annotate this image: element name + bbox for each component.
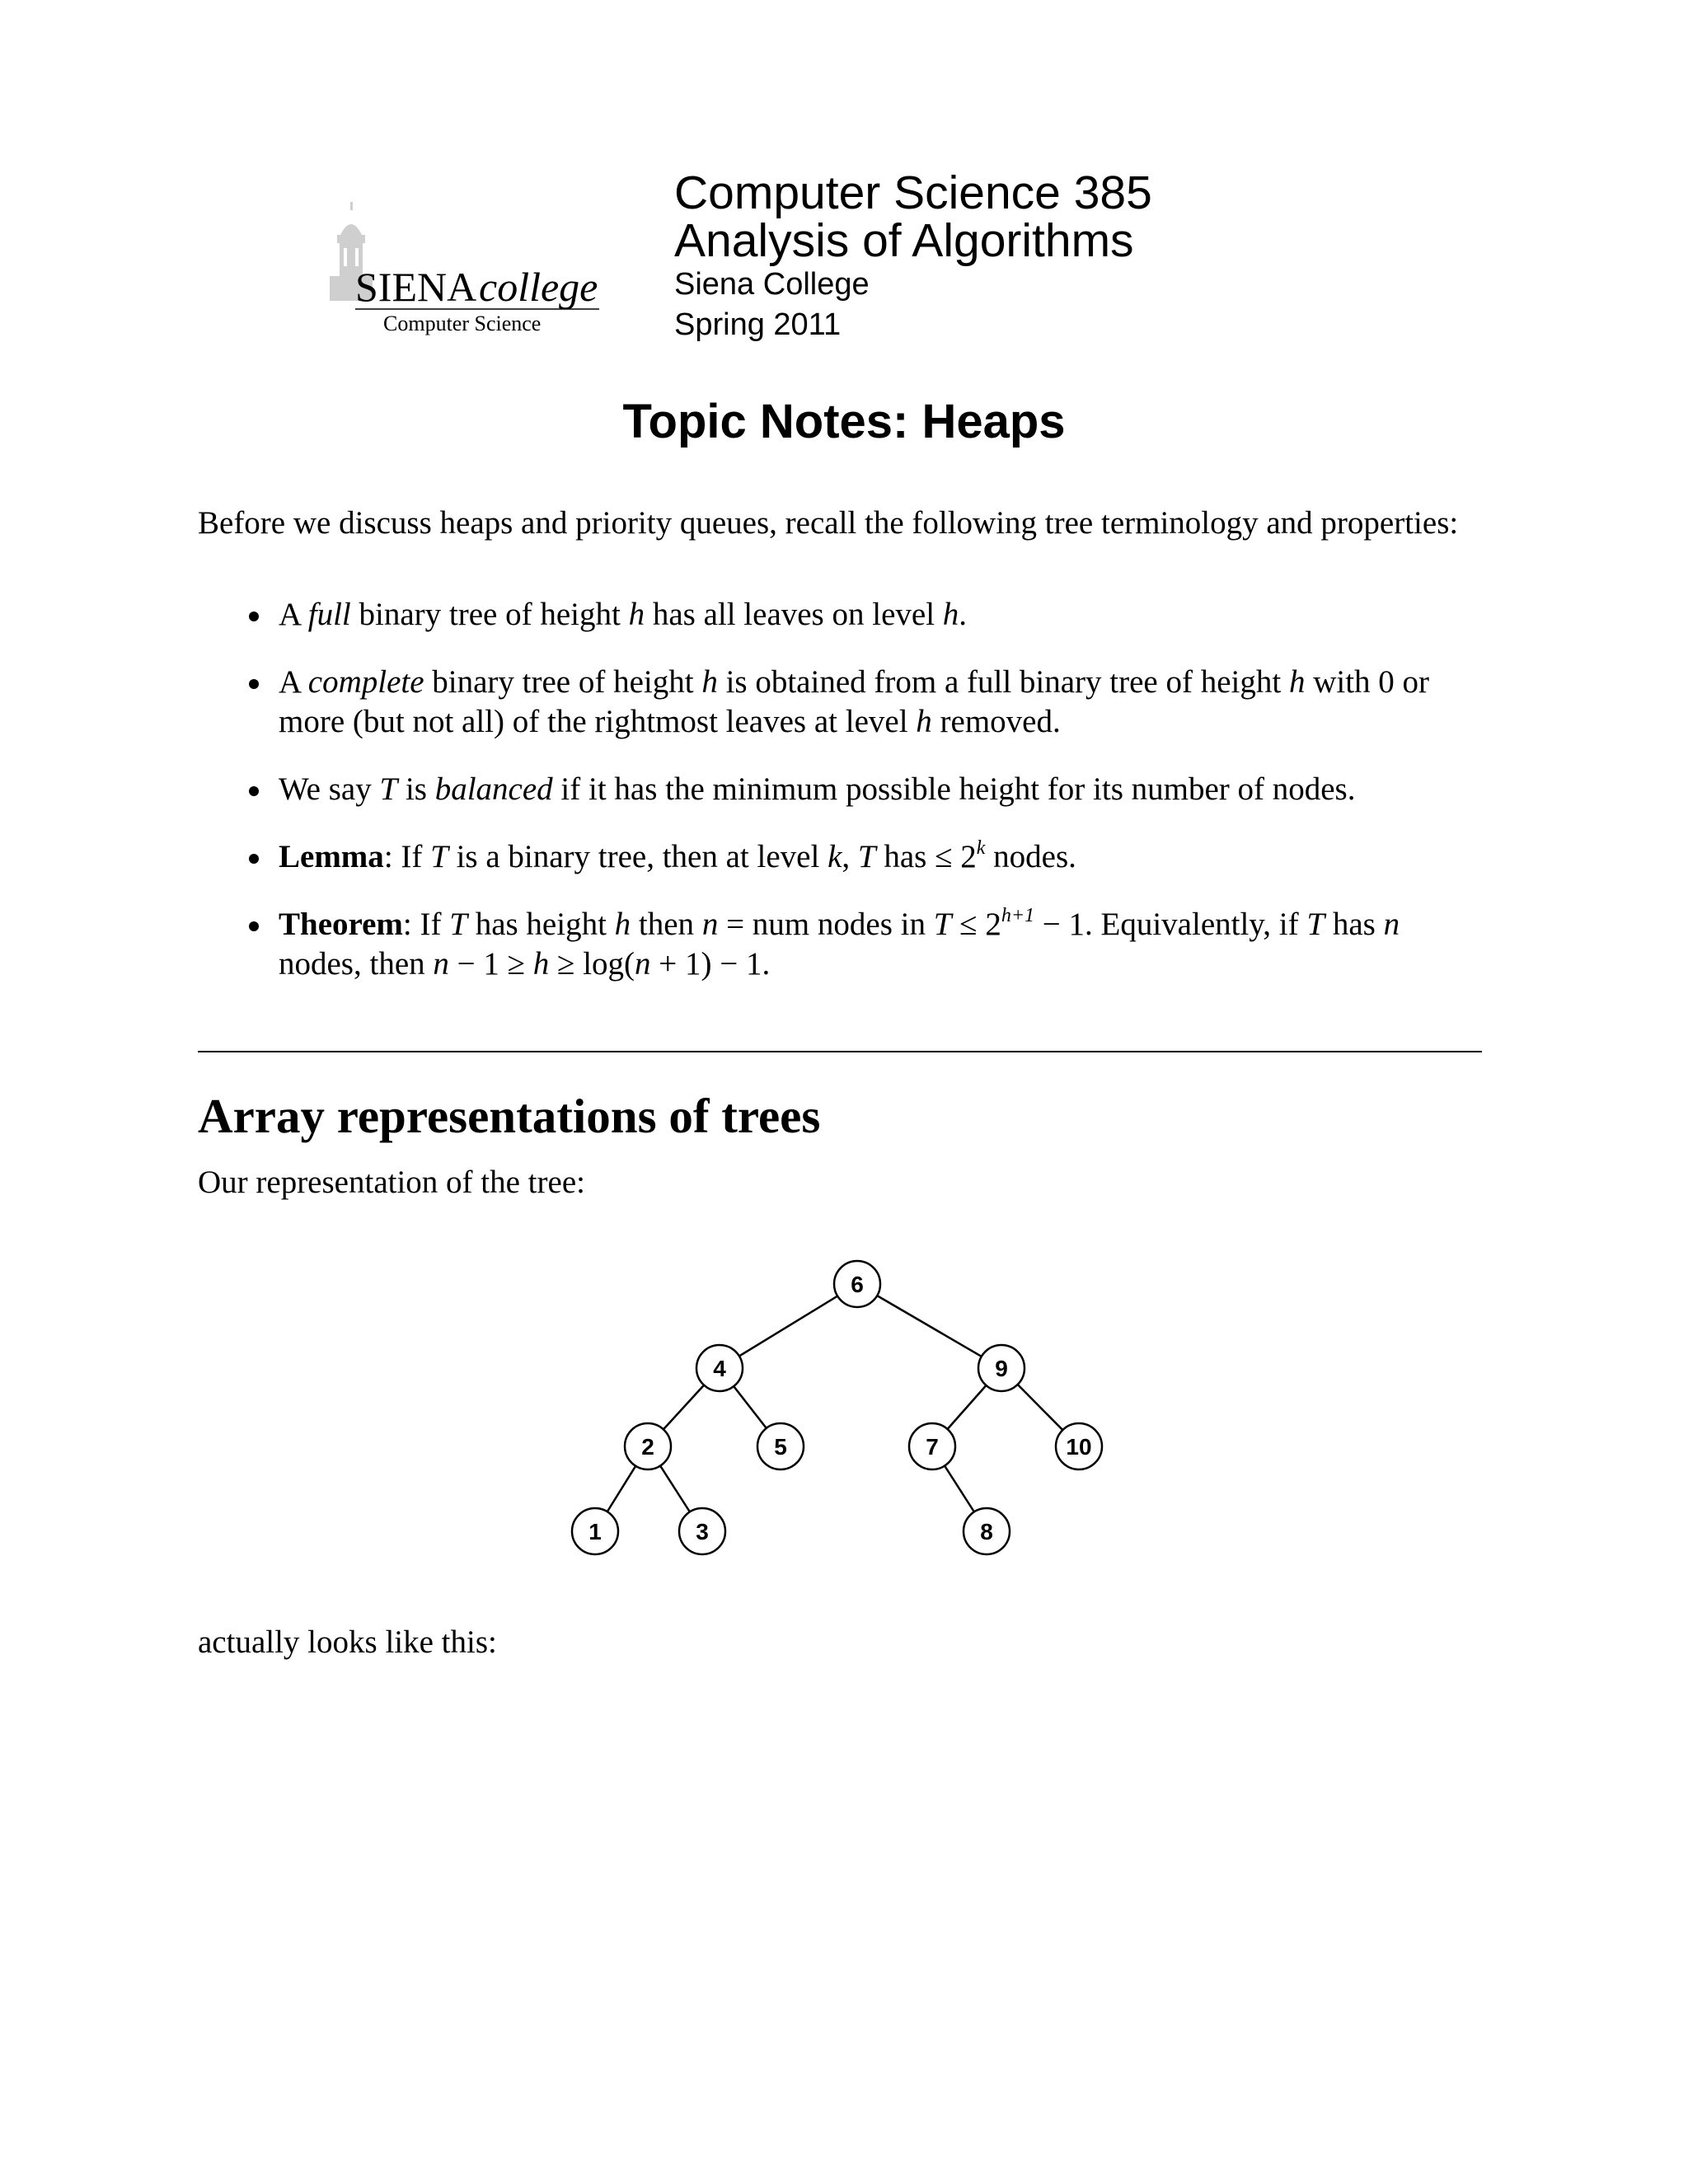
tree-node	[679, 1508, 725, 1554]
logo-name: SIENA	[355, 264, 477, 310]
tree-node	[625, 1423, 671, 1469]
logo-college: college	[479, 264, 598, 310]
list-item-theorem: Theorem: If T has height h then n = num nodes in $T \le 2^{h+1} - 1$. Equivalently, if T has n nodes, then n − 1 ≥ h ≥ log(n + 1) − 1.	[198, 905, 1484, 984]
tree-edges	[595, 1284, 1079, 1531]
page-title: Topic Notes: Heaps	[622, 395, 1066, 448]
list-item-complete: A complete binary tree of height h is obtained from a full binary tree of height h with 0 or more (but not all) of the rightmost leaves at level h removed.	[198, 663, 1484, 742]
logo-graphic	[326, 202, 606, 338]
semester: Spring 2011	[674, 307, 842, 342]
paragraph-tree-intro: Our representation of the tree:	[198, 1165, 585, 1200]
svg-text:10: 10	[1066, 1434, 1092, 1460]
logo-subtitle: Computer Science	[383, 312, 542, 335]
tree-node	[909, 1423, 955, 1469]
tree-node	[696, 1345, 743, 1391]
svg-text:5: 5	[774, 1434, 787, 1460]
tree-node	[834, 1261, 880, 1307]
svg-text:2: 2	[641, 1434, 654, 1460]
course-header	[674, 166, 1152, 345]
section-title: Array representations of trees	[198, 1089, 821, 1143]
tree-node	[757, 1423, 804, 1469]
binary-tree-diagram	[560, 1249, 1129, 1562]
paragraph-array-intro: actually looks like this:	[198, 1624, 497, 1660]
course-name: Analysis of Algorithms	[674, 214, 1134, 267]
institution: Siena College	[674, 267, 870, 302]
tree-node	[964, 1508, 1010, 1554]
tree-node	[1056, 1423, 1102, 1469]
svg-text:9: 9	[995, 1356, 1008, 1381]
tree-properties-list	[198, 595, 1484, 1012]
svg-text:3: 3	[696, 1519, 709, 1544]
svg-text:7: 7	[926, 1434, 939, 1460]
svg-text:6: 6	[851, 1272, 864, 1297]
list-item-full: A full binary tree of height h has all leaves on level h.	[198, 595, 1484, 635]
list-item-balanced: We say T is balanced if it has the minimum possible height for its number of nodes.	[198, 770, 1484, 809]
tree-node	[572, 1508, 618, 1554]
svg-text:8: 8	[980, 1519, 993, 1544]
section-divider	[198, 1051, 1482, 1052]
course-number: Computer Science 385	[674, 166, 1152, 219]
siena-college-logo	[326, 202, 606, 338]
tree-node	[978, 1345, 1025, 1391]
svg-text:4: 4	[713, 1356, 726, 1381]
list-item-lemma: Lemma: If T is a binary tree, then at level k, T has ≤ $2^k$ nodes.	[198, 837, 1484, 877]
intro-paragraph: Before we discuss heaps and priority queues, recall the following tree terminology and properties:	[198, 505, 1459, 541]
svg-text:1: 1	[588, 1519, 602, 1544]
